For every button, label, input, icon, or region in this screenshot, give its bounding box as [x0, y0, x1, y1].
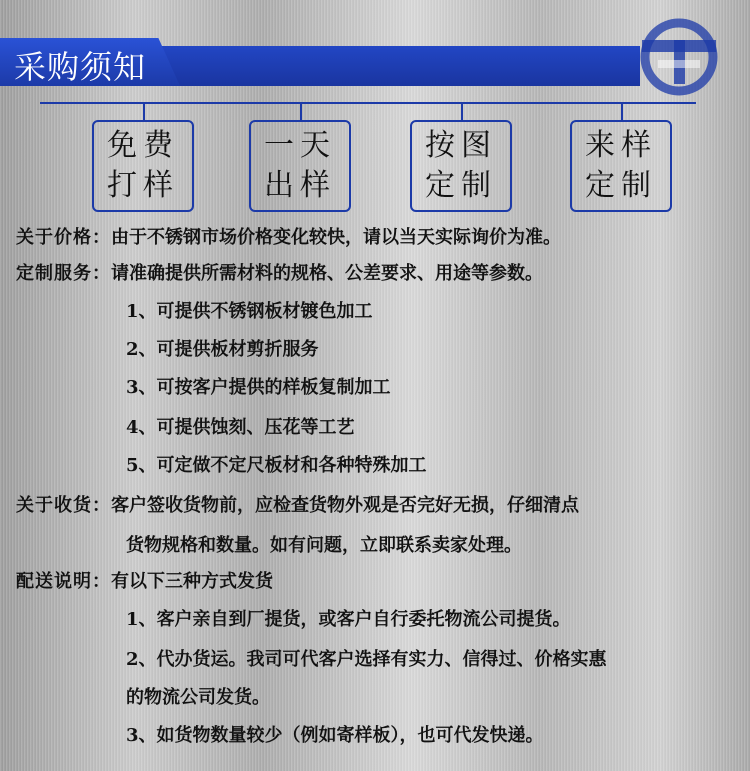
pricing-text: 由于不锈钢市场价格变化较快，请以当天实际询价为准。 [111, 227, 561, 248]
custom-item: 2、可提供板材剪折服务 [126, 339, 319, 360]
delivery-line [16, 570, 273, 594]
tree-drop-4 [621, 102, 623, 120]
feature-line: 按图 [425, 128, 497, 163]
pricing-line [16, 226, 561, 250]
feature-line: 定制 [425, 168, 497, 203]
feature-free-sample [92, 120, 194, 212]
tree-drop-1 [143, 102, 145, 120]
page-title: 采购须知 [14, 48, 147, 86]
delivery-item-1: 1、客户亲自到厂提货，或客户自行委托物流公司提货。 [126, 609, 571, 630]
feature-line: 来样 [585, 128, 657, 163]
custom-item: 3、可按客户提供的样板复制加工 [126, 377, 391, 398]
custom-text: 请准确提供所需材料的规格、公差要求、用途等参数。 [111, 263, 543, 284]
tree-horizontal-line [40, 102, 696, 104]
feature-custom-by-sample [570, 120, 672, 212]
receipt-text-1: 客户签收货物前，应检查货物外观是否完好无损，仔细清点 [111, 495, 579, 516]
feature-line: 打样 [107, 168, 179, 203]
tree-drop-2 [300, 102, 302, 120]
custom-item: 5、可定做不定尺板材和各种特殊加工 [126, 455, 427, 476]
receipt-text-2: 货物规格和数量。如有问题，立即联系卖家处理。 [126, 535, 522, 556]
feature-line: 免费 [107, 128, 179, 163]
custom-item: 4、可提供蚀刻、压花等工艺 [126, 417, 355, 438]
custom-line [16, 262, 543, 286]
delivery-text: 有以下三种方式发货 [111, 571, 273, 592]
delivery-item-2b: 的物流公司发货。 [126, 687, 270, 708]
feature-one-day-sample [249, 120, 351, 212]
delivery-item-2a: 2、代办货运。我司可代客户选择有实力、信得过、价格实惠 [126, 649, 607, 670]
header-banner [0, 38, 700, 86]
delivery-item-3: 3、如货物数量较少（例如寄样板），也可代发快递。 [126, 725, 544, 746]
custom-label: 定制服务： [16, 263, 111, 284]
feature-line: 定制 [585, 168, 657, 203]
pricing-label: 关于价格： [16, 227, 111, 248]
custom-item: 1、可提供不锈钢板材镀色加工 [126, 301, 373, 322]
receipt-label: 关于收货： [16, 495, 111, 516]
tree-drop-3 [461, 102, 463, 120]
feature-custom-by-drawing [410, 120, 512, 212]
delivery-label: 配送说明： [16, 571, 111, 592]
company-logo-icon [636, 14, 722, 100]
feature-line: 出样 [264, 168, 336, 203]
feature-line: 一天 [264, 128, 336, 163]
receipt-line [16, 494, 579, 518]
